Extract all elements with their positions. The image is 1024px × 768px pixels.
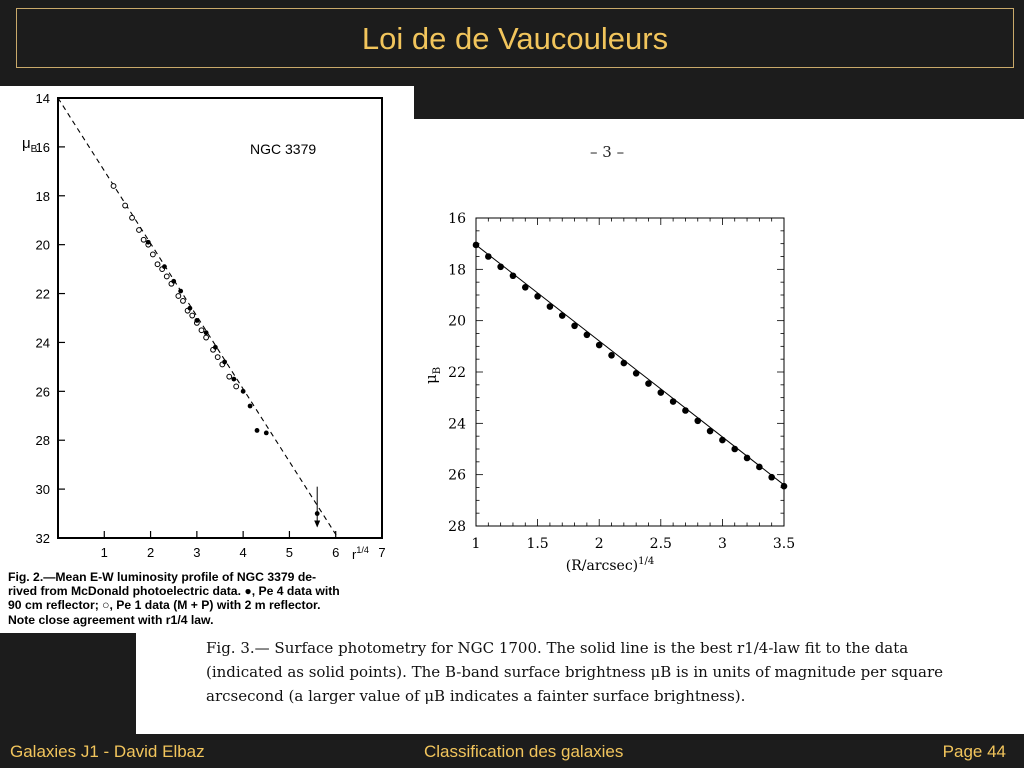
data-point-filled	[497, 263, 504, 270]
left-caption-line: 90 cm reflector; ○, Pe 1 data (M + P) with 2 m reflector.	[8, 598, 321, 613]
fit-line	[58, 98, 338, 538]
data-point-filled	[633, 370, 640, 377]
data-point-open	[150, 252, 155, 257]
y-tick-label: 22	[448, 365, 466, 381]
data-point-open	[176, 294, 181, 299]
chart-ngc1700	[400, 200, 820, 600]
data-point-filled	[485, 253, 492, 260]
data-point-filled	[231, 377, 236, 382]
left-figure-caption	[8, 570, 408, 627]
footer-section: Classification des galaxies	[424, 742, 624, 761]
data-point-filled	[534, 293, 541, 300]
plot-frame	[58, 98, 382, 538]
data-point-open	[199, 328, 204, 333]
data-point-filled	[522, 284, 529, 291]
data-point-filled	[547, 303, 554, 310]
data-point-open	[190, 313, 195, 318]
y-tick-label: 32	[35, 531, 50, 546]
data-point-filled	[264, 430, 269, 435]
data-point-filled	[596, 342, 603, 349]
data-point-filled	[744, 455, 751, 462]
data-point-filled	[162, 264, 167, 269]
data-point-filled	[670, 398, 677, 405]
x-tick-label: 2	[146, 545, 155, 560]
data-point-filled	[510, 272, 517, 279]
data-point-open	[111, 184, 116, 189]
data-point-filled	[584, 331, 591, 338]
x-tick-label: 4	[239, 545, 247, 560]
y-tick-label: 20	[35, 237, 50, 253]
y-tick-label: 18	[35, 188, 50, 204]
data-point-filled	[682, 407, 689, 414]
data-point-filled	[645, 380, 652, 387]
x-tick-label: 1	[471, 536, 481, 552]
data-point-filled	[194, 318, 199, 323]
data-point-filled	[241, 389, 246, 394]
x-tick-label: 6	[332, 545, 340, 560]
data-point-open	[234, 384, 239, 389]
left-caption-line: rived from McDonald photoelectric data. ●, Pe 4 data with	[8, 584, 340, 599]
data-point-open	[141, 237, 146, 242]
x-tick-label: 1.5	[526, 536, 549, 552]
y-tick-label: 24	[35, 335, 50, 351]
data-point-open	[137, 228, 142, 233]
y-tick-label: 26	[448, 467, 466, 484]
x-tick-label: 2.5	[649, 536, 672, 552]
y-tick-label: 24	[448, 416, 466, 433]
data-point-filled	[608, 352, 615, 359]
data-point-open	[181, 298, 186, 303]
right-caption-line: (indicated as solid points). The B-band surface brightness μB is in units of magnitude per square	[206, 663, 944, 681]
data-point-filled	[171, 279, 176, 284]
y-tick-label: 30	[35, 482, 50, 498]
slide-footer	[0, 734, 1024, 768]
y-tick-label: 18	[448, 262, 466, 279]
data-point-filled	[621, 360, 628, 367]
data-point-filled	[473, 242, 480, 249]
x-tick-label: 7	[378, 545, 386, 560]
y-tick-label: 16	[35, 139, 50, 155]
data-point-open	[204, 335, 209, 340]
data-point-filled	[781, 483, 788, 490]
x-tick-label: 3	[193, 545, 201, 560]
data-point-filled	[204, 330, 209, 335]
data-point-filled	[222, 360, 227, 365]
left-caption-line: Fig. 2.—Mean E-W luminosity profile of NGC 3379 de-	[8, 570, 317, 584]
data-point-filled	[315, 511, 320, 516]
y-tick-label: 14	[35, 91, 50, 106]
data-point-filled	[768, 474, 775, 481]
data-point-open	[164, 274, 169, 279]
data-point-open	[215, 355, 220, 360]
page-marker: – 3 –	[590, 143, 625, 161]
data-point-filled	[178, 289, 183, 294]
data-point-filled	[248, 404, 253, 409]
data-point-open	[227, 374, 232, 379]
left-caption-line: Note close agreement with r1/4 law.	[8, 612, 214, 627]
y-axis-label: $\mu_B$	[22, 135, 38, 155]
x-axis-label: $r^{1/4}$	[352, 545, 369, 562]
x-tick-label: 3.5	[772, 536, 796, 552]
data-point-open	[123, 203, 128, 208]
data-point-filled	[571, 323, 578, 330]
x-tick-label: 5	[285, 545, 294, 560]
x-tick-label: 1	[100, 545, 108, 560]
x-axis-label: $(R/arcsec)^{1/4}$	[565, 556, 655, 574]
y-tick-label: 28	[448, 519, 466, 535]
right-figure-caption	[206, 636, 1018, 708]
plot-frame	[476, 218, 784, 526]
data-point-open	[155, 262, 160, 267]
slide-title: Loi de de Vaucouleurs	[361, 21, 669, 56]
y-tick-label: 26	[35, 384, 50, 400]
limit-arrow-head	[314, 520, 320, 527]
data-point-filled	[731, 446, 738, 453]
right-caption-line: Fig. 3.— Surface photometry for NGC 1700. The solid line is the best r1/4-law fit to the data	[206, 639, 909, 657]
footer-author: Galaxies J1 - David Elbaz	[10, 742, 205, 761]
y-tick-label: 20	[448, 313, 466, 330]
slide-title-box	[16, 8, 1014, 68]
chart-ngc3379	[0, 86, 414, 570]
chart-annotation: NGC 3379	[250, 141, 317, 157]
data-point-filled	[146, 240, 151, 245]
data-point-filled	[707, 428, 714, 435]
y-tick-label: 28	[35, 433, 50, 449]
data-point-filled	[213, 345, 218, 350]
data-point-filled	[255, 428, 260, 433]
footer-page-number: Page 44	[942, 742, 1006, 761]
y-axis-label: $\mu_B$	[422, 366, 443, 384]
x-tick-label: 2	[594, 536, 604, 552]
data-point-filled	[559, 312, 566, 319]
data-point-filled	[188, 306, 193, 311]
right-caption-line: arcsecond (a larger value of μB indicates a fainter surface brightness).	[206, 687, 746, 705]
data-point-filled	[719, 437, 726, 444]
x-tick-label: 3	[717, 536, 727, 552]
data-point-filled	[756, 464, 763, 471]
y-tick-label: 16	[448, 211, 466, 227]
data-point-filled	[658, 389, 665, 396]
y-tick-label: 22	[35, 286, 50, 302]
data-point-filled	[694, 417, 701, 424]
data-point-open	[130, 215, 135, 220]
